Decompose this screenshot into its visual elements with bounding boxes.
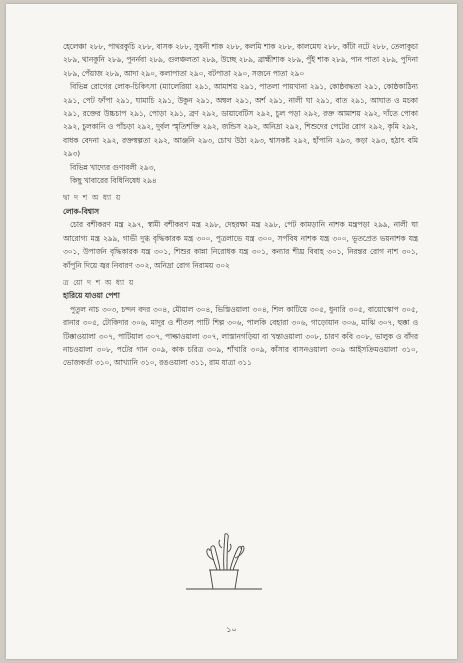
chapter-13-label: ত্র য়ো দ শ অ ধ্যা য়: [63, 277, 135, 287]
food-restrictions-line: কিছু খাবারের বিধিনিষেধ ২৯৪: [70, 176, 157, 186]
disease-remedies-list: বিভিন্ন রোগের লোক-চিকিৎসা (ম্যালেরিয়া ২৯১, আমাশয় ২৯১, পাতলা পায়খানা ২৯১, কোষ্ঠবদ্ধতা ২৯১, কোষ্ঠকাঠিন্য ২৯১, পেট ফাঁপা ২৯১, ঘামাচি ২৯১, উকুন ২৯১, অম্বল ২৯১, অর্শ ২৯১, নালী ঘা ২৯১, বাত ২৯১, আঘাত ও মচকা ২৯১, রক্তের উচ্চচাপ ২৯১, পোড়া ২৯১, ব্রণ ২৯২, ডায়াবেটিস ২৯২, চুল পড়া ২৯২, রক্ত আমাশয় ২৯২, দাঁতে পোকা ২৯২, চুলকানি ও পাঁচড়া ২৯২, দুর্বল স্মৃতিশক্তি ২৯২, জন্ডিস ২৯২, অনিদ্রা ২৯২, শিশুদের পেটের রোগ ২৯২, কৃমি ২৯২, বাধক বেদনা ২৯২, রক্তস্বল্পতা ২৯২, আঞ্জনি ২৯৩, চোখ উঠা ২৯৩, শ্বাসকষ্ট ২৯২, হাঁপানি ২৯৩, কড়া ২৯৩, হঠাৎ বমি ২৯৩): [63, 82, 418, 159]
cactus-pot-illustration: [184, 530, 264, 592]
folk-beliefs-list: চোর বশীকরণ মন্ত্র ২৯৭, স্বামী বশীকরণ মন্ত্র ২৯৮, দেহরক্ষা মন্ত্র ২৯৮, পেট কামড়ানি নাশক মন্ত্রপড়া ২৯৯, নালী ঘা আরোগ্য মন্ত্র ২৯৯, গাভী দুগ্ধ বৃদ্ধিকারক মন্ত্র ৩০০, পুত্রলাভে যন্ত্র ৩০০, সর্পবিষ নাশক যন্ত্র ৩০০, ভূতপ্রেত ভয়নাশক যন্ত্র ৩০১, উপার্জন বৃদ্ধিকারক যন্ত্র ৩০১, শিশুর কান্না নিরোধক যন্ত্র ৩০১, কন্যার শীঘ্র বিবাহ ৩০১, নিরন্তর রোগ নাশ ৩০১, কাঁপুনি দিয়ে জ্বর নিবারণ ৩০২, অনিদ্রা রোগ নিরাময় ৩০২: [63, 220, 418, 270]
chapter-12-title: লোক-বিশ্বাস: [63, 206, 99, 216]
contents-text: [63, 40, 418, 370]
food-qualities-line: বিভিন্ন খাদ্যের গুণাবলী ২৯৩,: [70, 162, 156, 172]
page-number: ১০: [226, 625, 237, 634]
lost-professions-list: পুতুল নাচ ৩০৩, চন্দন বদর ৩০৪, মৌয়াল ৩০৪, ভিস্তিওয়ালা ৩০৪, শিল কাটিয়ে ৩০৫, ধুনারি ৩০৫, বায়োস্কোপ ৩০৫, রানার ৩০৫, টোকিদার ৩০৬, মাদুর ও শীতল পাটি শিল্প ৩০৬, পালকি বেহারা ৩০৬, গাড়োয়ান ৩০৬, মাঝি ৩০৭, হুক্কা ও টিক্কাওয়ালা ৩০৭, পাটিয়াল ৩০৭, পাল্কাওয়ালা ৩০৭, লাস্তানগড়িয়া বা খন্তাওয়ালা ৩০৮, চারণ কবি ৩০৮, ভালুক ও বাঁদর নাচওয়ালা ৩০৮, পটের গান ৩০৯, কাক চরিত্র ৩০৯, শাঁখারি ৩০৯, কাঁসার বাসনওয়ালা ৩০৯ আইসক্রিমওয়ালা ৩১০, ভোজকর্তা ৩১০, আখ্যানি ৩১০, রঙওয়ালা ৩১১, রাম যাত্রা ৩১১: [63, 304, 418, 368]
chapter-13-title: হারিয়ে যাওয়া পেশা: [63, 291, 120, 301]
remedies-plants-list: হেলেঞ্চা ২৮৮, পাথরকুচি ২৮৮, বাসক ২৮৮, সুষনী শাক ২৮৮, কলমি শাক ২৮৮, কালমেঘ ২৮৮, কাঁটা নটে ২৮৮, তেলাকুচা ২৮৯, থানকুনি ২৮৯, পুনর্নবা ২৮৯, গুলঞ্চলতা ২৮৯, উচ্ছে ২৮৯, ব্রাহ্মীশাক ২৮৯, পুঁই শাক ২৮৯, পান পাতা ২৮৯, পুদিনা ২৮৯, পেঁয়াজ ২৮৯, আদা ২৯০, কলাপাতা ২৯০, বটপাতা ২৯০, সজনে পাতা ২৯০: [63, 42, 418, 78]
book-page: [6, 4, 457, 659]
chapter-12-label: দ্বা দ শ অ ধ্যা য়: [63, 193, 122, 203]
